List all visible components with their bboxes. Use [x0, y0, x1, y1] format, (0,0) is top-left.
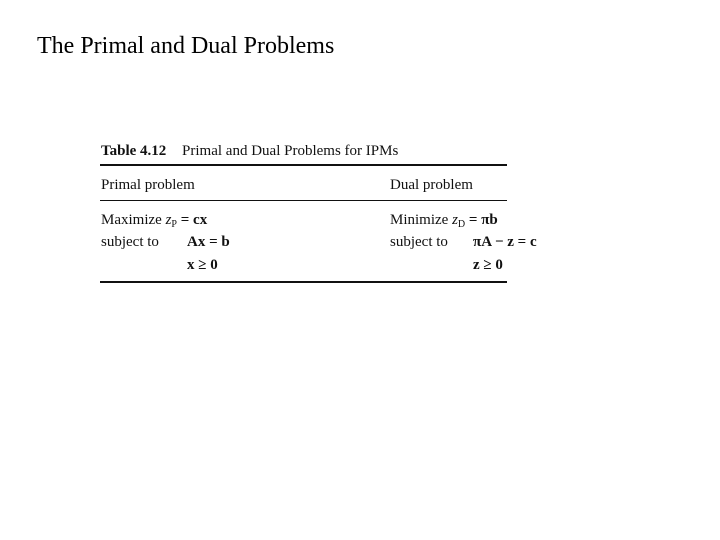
dual-constraint-2: z ≥ 0	[473, 257, 503, 273]
primal-objective-sub: P	[171, 219, 177, 230]
primal-constraint-1: Ax = b	[187, 234, 230, 250]
dual-objective-rhs: = πb	[468, 212, 498, 228]
dual-objective	[390, 210, 498, 230]
dual-objective-sub: D	[457, 219, 466, 230]
table-caption-text: Primal and Dual Problems for IPMs	[182, 143, 399, 159]
primal-objective-rhs: = cx	[180, 212, 208, 228]
primal-subject-to: subject to	[101, 234, 159, 250]
primal-dual-table	[100, 140, 537, 290]
table-caption	[101, 141, 398, 161]
table-number: Table 4.12	[101, 143, 167, 159]
primal-objective-label: Maximize	[101, 212, 162, 228]
table-header-rule	[100, 200, 507, 201]
table-top-rule	[100, 164, 507, 166]
primal-constraint-2: x ≥ 0	[187, 257, 218, 273]
table-bottom-rule	[100, 281, 507, 283]
primal-objective	[101, 210, 207, 230]
dual-subject-to: subject to	[390, 234, 448, 250]
dual-objective-var: z	[452, 212, 458, 228]
slide-title: The Primal and Dual Problems	[37, 33, 335, 59]
dual-header: Dual problem	[390, 177, 473, 193]
dual-objective-label: Minimize	[390, 212, 449, 228]
primal-objective-var: z	[165, 212, 172, 228]
primal-header: Primal problem	[101, 177, 195, 193]
dual-constraint-1: πA − z = c	[473, 234, 537, 250]
